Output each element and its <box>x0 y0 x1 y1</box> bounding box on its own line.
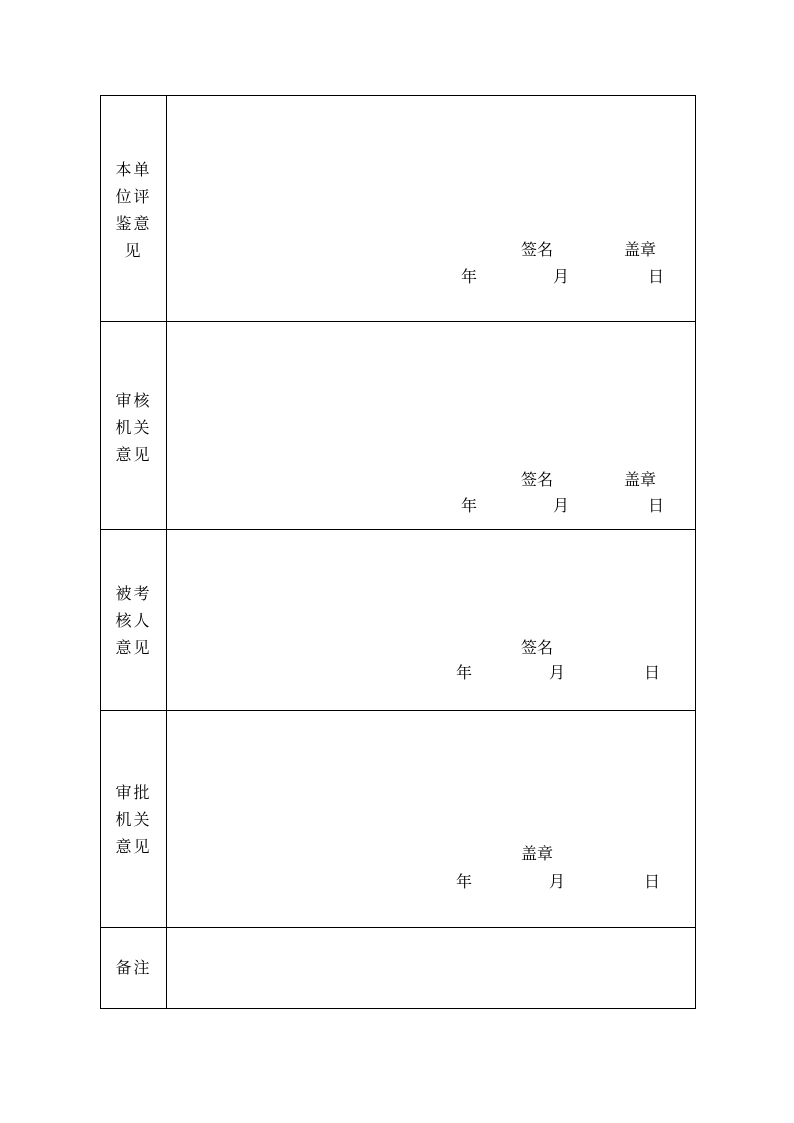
day-label: 日 <box>648 496 665 515</box>
year-label: 年 <box>461 267 478 286</box>
month-label: 月 <box>549 872 566 891</box>
label-line: 见 <box>124 241 143 260</box>
seal-label: 盖章 <box>521 844 554 863</box>
year-label: 年 <box>456 872 473 891</box>
opinion-form-table <box>100 95 696 1009</box>
day-label: 日 <box>648 267 665 286</box>
label-line: 核人 <box>115 611 152 630</box>
label-line: 审批 <box>115 783 152 802</box>
label-line: 意见 <box>115 837 152 856</box>
row-label-review-authority <box>101 387 166 468</box>
row-review-authority <box>101 322 695 530</box>
month-label: 月 <box>549 663 566 682</box>
year-label: 年 <box>461 496 478 515</box>
signature-label: 签名 <box>521 240 554 259</box>
label-line: 被考 <box>115 584 152 603</box>
row-approval-authority <box>101 711 695 928</box>
day-label: 日 <box>644 663 661 682</box>
seal-label: 盖章 <box>624 240 657 259</box>
signature-label: 签名 <box>521 470 554 489</box>
signature-label: 签名 <box>521 638 554 657</box>
label-line: 鉴意 <box>115 214 152 233</box>
row-unit-evaluation <box>101 96 695 322</box>
row-label-unit-evaluation <box>101 156 166 264</box>
month-label: 月 <box>553 496 570 515</box>
label-line: 审核 <box>115 391 152 410</box>
label-line: 意见 <box>115 638 152 657</box>
row-assessee <box>101 530 695 711</box>
label-line: 本单 <box>115 160 152 179</box>
row-remarks <box>101 928 695 1008</box>
month-label: 月 <box>553 267 570 286</box>
label-line: 意见 <box>115 445 152 464</box>
row-label-assessee <box>101 580 166 661</box>
row-label-remarks <box>101 954 166 981</box>
label-line: 位评 <box>115 187 152 206</box>
year-label: 年 <box>456 663 473 682</box>
row-label-approval-authority <box>101 779 166 860</box>
day-label: 日 <box>644 872 661 891</box>
label-line: 备注 <box>115 958 152 977</box>
label-line: 机关 <box>115 418 152 437</box>
label-line: 机关 <box>115 810 152 829</box>
seal-label: 盖章 <box>624 470 657 489</box>
